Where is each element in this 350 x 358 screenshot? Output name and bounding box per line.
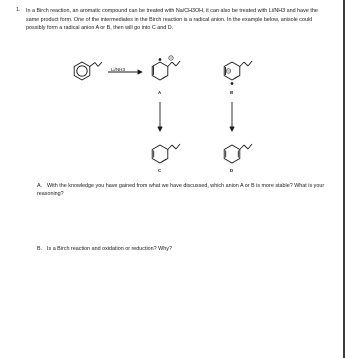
question-text: In a Birch reaction, an aromatic compound can be treated with Na/CH3OH, it can also be treated with Li/NH3 and have the same product form. One of the intermediates in the Birch reaction is a radical anion. In the example below, anisole could possibly form a radical anion A or B, then will go into C and D. [26, 8, 318, 32]
subquestion-a [37, 182, 327, 199]
label-c: C [158, 168, 162, 173]
label-a: A [158, 90, 162, 95]
anisole-structure [74, 62, 102, 80]
arrow-a-to-c [158, 102, 162, 131]
subquestion-b-text: Is a Birch reaction and oxidation or reduction? Why? [47, 246, 172, 252]
subquestion-b-letter: B. [37, 246, 43, 252]
question-number: 1. [16, 7, 21, 13]
label-d: D [230, 168, 234, 173]
radical-anion-a-structure [152, 56, 180, 80]
arrow-b-to-d [230, 102, 234, 131]
label-b: B [230, 90, 234, 95]
product-c-structure [152, 144, 180, 163]
subquestion-a-letter: A. [37, 183, 43, 189]
subquestion-a-text: With the knowledge you have gained from what we have discussed, which anion A or B is more stable? What is your reasoning? [37, 183, 325, 198]
subquestion-b [37, 245, 327, 253]
radical-anion-b-structure [224, 61, 252, 84]
reagent-label: Li/NH3 [111, 67, 126, 72]
product-d-structure [224, 144, 252, 163]
